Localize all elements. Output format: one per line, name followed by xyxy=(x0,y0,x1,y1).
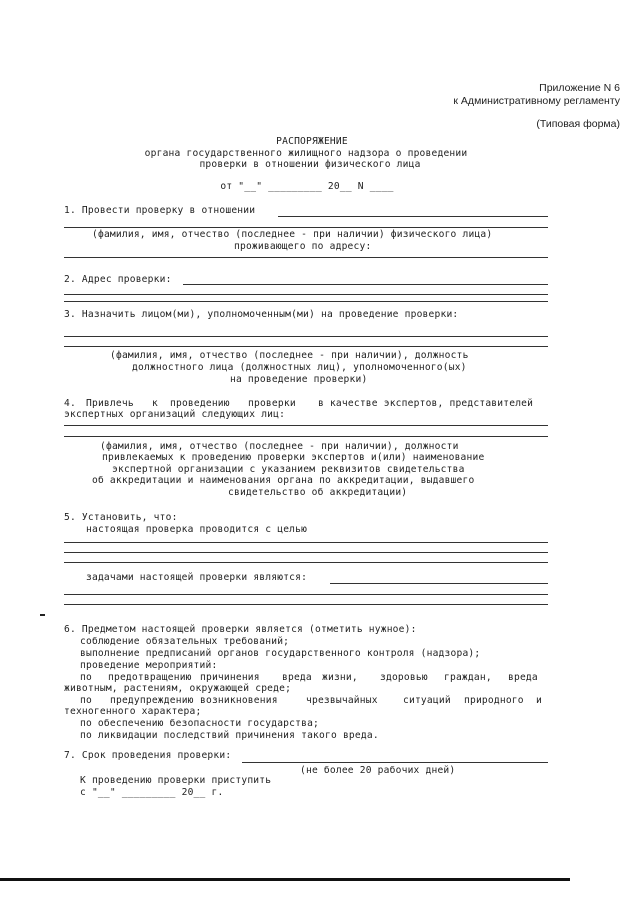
start-date-line: с "__" _________ 20__ г. xyxy=(80,787,224,798)
section-4-word-3: проведению xyxy=(170,398,230,409)
section-4-word-5: в качестве экспертов, представителей xyxy=(318,398,534,409)
subject-item-measures[interactable]: проведение мероприятий: xyxy=(80,660,218,671)
scan-mark xyxy=(40,614,45,616)
section-4-word-4: проверки xyxy=(248,398,296,409)
section-7-label: 7. Срок проведения проверки: xyxy=(64,750,232,761)
prevent-word-1[interactable]: по xyxy=(80,672,92,683)
warn-word-7[interactable]: и xyxy=(536,695,542,706)
inspection-address-field[interactable] xyxy=(183,284,548,285)
document-title: РАСПОРЯЖЕНИЕ xyxy=(276,136,348,147)
regulation-reference: к Административному регламенту xyxy=(453,95,620,107)
inspection-purpose-field-line-3[interactable] xyxy=(64,562,548,563)
warn-emergency-line-2: техногенного характера; xyxy=(64,706,202,717)
section-4-hint-3: экспертной организации с указанием реквизитов свидетельства xyxy=(112,464,465,475)
start-inspection-label: К проведению проверки приступить xyxy=(80,775,272,786)
section-5-label: 5. Установить, что: xyxy=(64,512,178,523)
residence-address-field[interactable] xyxy=(64,257,548,258)
authorized-persons-field-line-2[interactable] xyxy=(64,346,548,347)
inspection-tasks-field[interactable] xyxy=(330,583,548,584)
section-4-word-2: к xyxy=(152,398,158,409)
subject-item-requirements[interactable]: соблюдение обязательных требований; xyxy=(80,636,290,647)
inspection-purpose-field-line-2[interactable] xyxy=(64,552,548,553)
warn-word-1[interactable]: по xyxy=(80,695,92,706)
prevent-word-2[interactable]: предотвращению xyxy=(108,672,192,683)
section-3-hint-3: на проведение проверки) xyxy=(230,374,368,385)
inspected-person-field-line-2[interactable] xyxy=(64,227,548,228)
section-4-hint-1: (фамилия, имя, отчество (последнее - при наличии), должности xyxy=(100,441,459,452)
title-line-2: проверки в отношении физического лица xyxy=(199,159,421,170)
inspection-address-field-line-3[interactable] xyxy=(64,301,548,302)
section-4-number: 4. xyxy=(64,398,76,409)
warn-word-4[interactable]: чрезвычайных xyxy=(306,695,378,706)
warn-word-3[interactable]: возникновения xyxy=(200,695,278,706)
title-line-1: органа государственного жилищного надзора о проведении xyxy=(144,148,468,159)
inspection-term-field[interactable] xyxy=(242,762,548,763)
prevent-word-6[interactable]: здоровью xyxy=(380,672,428,683)
section-4-hint-5: свидетельство об аккредитации) xyxy=(228,487,408,498)
inspection-purpose-label: настоящая проверка проводится с целью xyxy=(86,524,308,535)
inspected-person-field[interactable] xyxy=(278,216,548,217)
inspection-tasks-field-line-2[interactable] xyxy=(64,594,548,595)
section-3-hint-2: должностного лица (должностных лиц), уполномоченного(ых) xyxy=(132,362,467,373)
section-4-word-1: Привлечь xyxy=(86,398,134,409)
form-type: (Типовая форма) xyxy=(536,118,620,130)
prevent-word-5[interactable]: жизни, xyxy=(322,672,358,683)
section-3-label: 3. Назначить лицом(ми), уполномоченным(ми) на проведение проверки: xyxy=(64,309,459,320)
prevent-word-7[interactable]: граждан, xyxy=(444,672,492,683)
inspection-term-hint: (не более 20 рабочих дней) xyxy=(300,765,456,776)
scan-bottom-border xyxy=(0,878,570,881)
section-1-hint: (фамилия, имя, отчество (последнее - при наличии) физического лица) xyxy=(92,229,493,240)
inspection-tasks-label: задачами настоящей проверки являются: xyxy=(86,572,308,583)
prevent-word-4[interactable]: вреда xyxy=(282,672,312,683)
section-1-label: 1. Провести проверку в отношении xyxy=(64,205,256,216)
authorized-persons-field[interactable] xyxy=(64,336,548,337)
inspection-purpose-field[interactable] xyxy=(64,542,548,543)
warn-word-2[interactable]: предупреждению xyxy=(110,695,194,706)
inspection-address-field-line-2[interactable] xyxy=(64,294,548,295)
order-date-line: от "__" _________ 20__ N ____ xyxy=(220,181,394,192)
section-4-hint-2: привлекаемых к проведению проверки экспертов и(или) наименование xyxy=(102,452,485,463)
warn-word-6[interactable]: природного xyxy=(464,695,524,706)
experts-field-line-2[interactable] xyxy=(64,436,548,437)
section-3-hint-1: (фамилия, имя, отчество (последнее - при наличии), должность xyxy=(110,350,469,361)
prevent-harm-line-2: животным, растениям, окружающей среде; xyxy=(64,683,292,694)
section-6-label: 6. Предметом настоящей проверки является (отметить нужное): xyxy=(64,624,417,635)
appendix-number: Приложение N 6 xyxy=(539,82,620,94)
prevent-word-3[interactable]: причинения xyxy=(200,672,260,683)
section-4-hint-4: об аккредитации и наименования органа по аккредитации, выдавшего xyxy=(92,475,475,486)
subject-item-security[interactable]: по обеспечению безопасности государства; xyxy=(80,718,320,729)
section-4-label-line-2: экспертных организаций следующих лиц: xyxy=(64,409,286,420)
section-2-label: 2. Адрес проверки: xyxy=(64,274,172,285)
subject-item-prescriptions[interactable]: выполнение предписаний органов государственного контроля (надзора); xyxy=(80,648,481,659)
inspection-tasks-field-line-3[interactable] xyxy=(64,604,548,605)
section-1-address-label: проживающего по адресу: xyxy=(234,241,372,252)
experts-field[interactable] xyxy=(64,425,548,426)
subject-item-liquidation[interactable]: по ликвидации последствий причинения такого вреда. xyxy=(80,730,379,741)
warn-word-5[interactable]: ситуаций xyxy=(403,695,451,706)
prevent-word-8[interactable]: вреда xyxy=(508,672,538,683)
